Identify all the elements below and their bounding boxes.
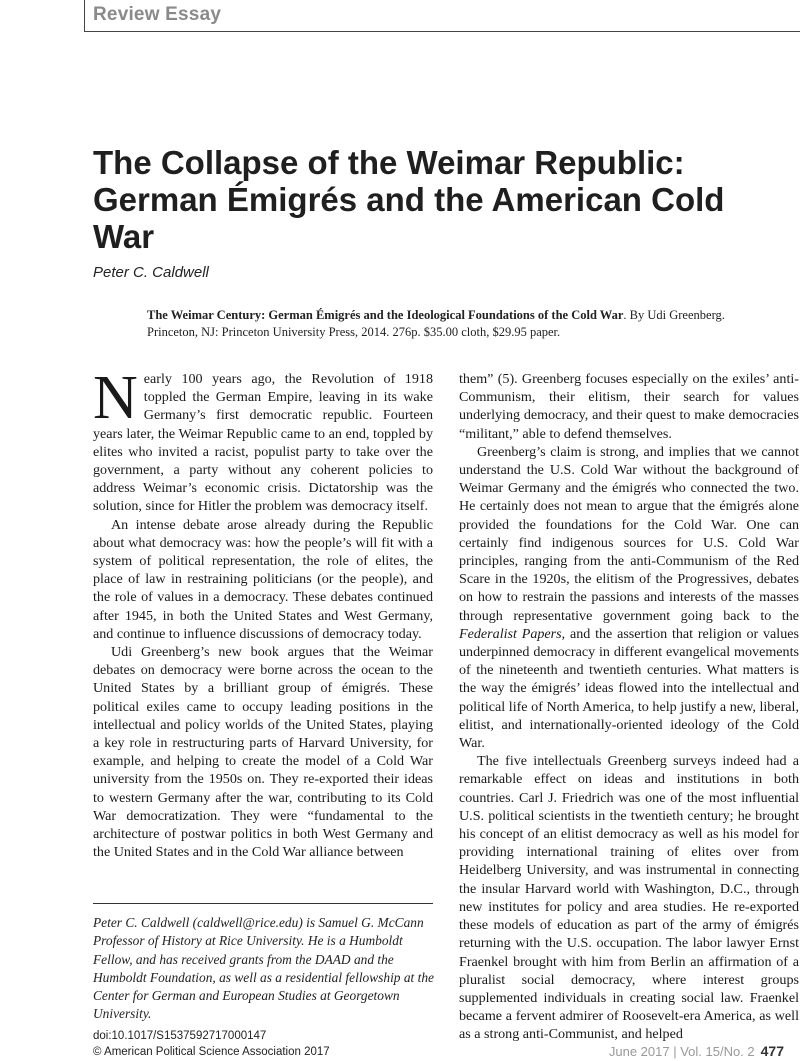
footnote-rule: [93, 903, 433, 904]
article-title: The Collapse of the Weimar Republic: German Émigrés and the American Cold War: [93, 144, 725, 255]
body-column-left: [93, 364, 433, 861]
article-author: Peter C. Caldwell: [93, 264, 209, 281]
paragraph-text: , and the assertion that religion or values underpinned democracy in different evangelical movements of the nineteenth and twentieth centuries. What matters is the way the émigrés’ ideas flowed into the intellectual and political life of North America, to help justify a new, liberal, elitist, and internationally-oriented ideology of the Cold War.: [459, 625, 799, 752]
paragraph-text: Greenberg’s claim is strong, and implies that we cannot understand the U.S. Cold War without the background of Weimar Germany and the émigrés who connected the two. He certainly does not mean to argue that the émigrés alone provided the foundations for the Cold War. One can certainly find indigenous sources for U.S. Cold War principles, ranging from the anti-Communism of the Red Scare in the 1920s, the elitism of the Progressives, debates on how to restrain the passions and interests of the masses through representative government going back to the: [459, 443, 799, 624]
paragraph: [93, 364, 433, 516]
book-details-line1: . By Udi Greenberg.: [623, 308, 725, 322]
body-column-right: [459, 370, 799, 1044]
page-number: 477: [760, 1043, 784, 1059]
journal-footer: [609, 1043, 784, 1059]
book-reference: [147, 307, 787, 340]
doi-link[interactable]: doi:10.1017/S1537592717000147: [93, 1030, 267, 1042]
paragraph: [459, 443, 799, 752]
journal-issue: June 2017 | Vol. 15/No. 2: [608, 1044, 755, 1059]
section-label: Review Essay: [93, 4, 222, 25]
paragraph: The five intellectuals Greenberg surveys indeed had a remarkable effect on ideas and institutions in both countries. Carl J. Friedrich was one of the most influential U.S. political scientists in the twentieth century; he brought his concept of an elitist democracy as well as his model for providing international training of elites over from Heidelberg University, and was instrumental in connecting the insular Harvard world with Washington, D.C., through new institutes for policy and area studies. He re-exported these models of education as part of the army of émigrés returning with the U.S. occupation. The labor lawyer Ernst Fraenkel brought with him from Berlin an affirmation of a pluralist social democracy, where interest groups supplemented individuals in creating social law. Fraenkel became a fervent admirer of Roosevelt-era America, as well as a strong anti-Communist, and helped: [459, 753, 799, 1043]
paragraph: Udi Greenberg’s new book argues that the Weimar debates on democracy were borne across the ocean to the United States by a brilliant group of émigrés. These political exiles came to occupy leading positions in the intellectual and policy worlds of the United States, playing a key role in restructuring parts of Harvard University, for example, and helping to create the model of a Cold War university from the 1950s on. They re-exported their ideas to western Germany after the war, contributing to its Cold War democratization. They were “fundamental to the architecture of postwar politics in both West Germany and the United States and in the Cold War alliance between: [93, 644, 433, 861]
book-details-line2: Princeton, NJ: Princeton University Press, 2014. 276p. $35.00 cloth, $29.95 paper.: [147, 324, 561, 339]
copyright-notice: © American Political Science Association 2017: [93, 1046, 330, 1058]
author-note: Peter C. Caldwell (caldwell@rice.edu) is Samuel G. McCann Professor of History at Rice University. He is a Humboldt Fellow, and has received grants from the DAAD and the Humboldt Foundation, as well as a residential fellowship at the Center for German and European Studies at Georgetown University.: [93, 915, 434, 1022]
book-title: The Weimar Century: German Émigrés and the Ideological Foundations of the Cold War: [147, 308, 624, 322]
paragraph-text: early 100 years ago, the Revolution of 1918 toppled the German Empire, leaving in its wake Germany’s first democratic republic. Fourteen years later, the Weimar Republic came to an end, toppled by elites who invited a racist, populist party to take over the government, a party without any coherent policies to address Weimar’s economic crisis. Dictatorship was the solution, since for Hitler the problem was democracy itself.: [93, 371, 433, 515]
paragraph: them” (5). Greenberg focuses especially on the exiles’ anti-Communism, their elitism, their search for values underlying democracy, and their quest to make democracies “militant,” able to defend themselves.: [459, 371, 799, 442]
drop-cap: N: [93, 364, 138, 432]
paragraph: An intense debate arose already during the Republic about what democracy was: how the people’s will fit with a system of political representation, the role of elites, the place of law in restraining politicians (or the people), and the role of values in a democracy. These debates continued after 1945, in both the United States and West Germany, and continue to influence discussions of democracy today.: [93, 516, 433, 642]
italic-title: Federalist Papers: [459, 625, 562, 642]
